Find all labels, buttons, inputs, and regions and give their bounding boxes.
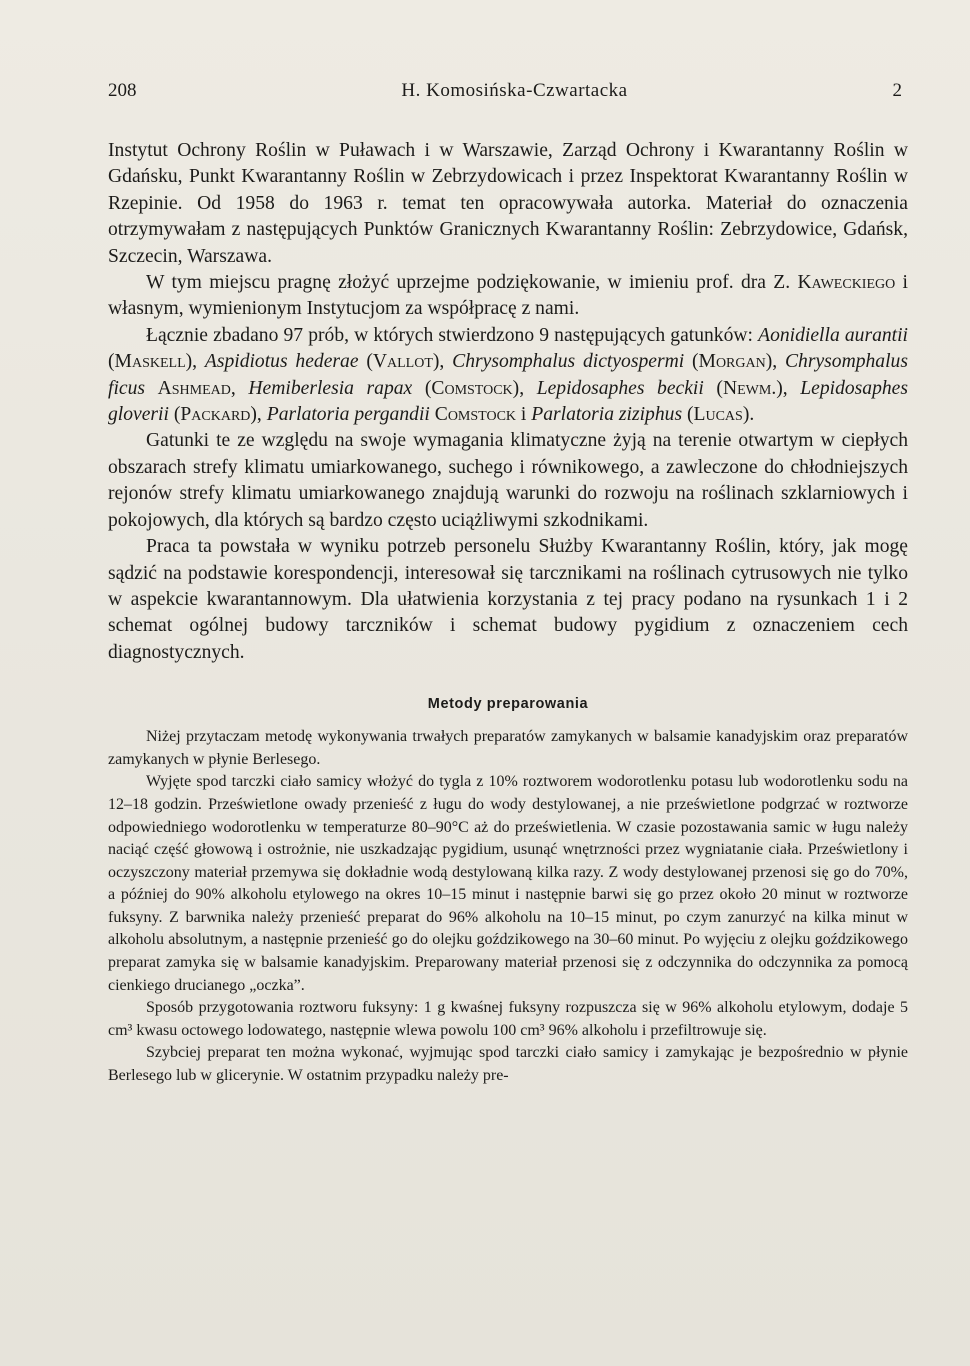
paragraph-purpose: Praca ta powstała w wyniku potrzeb personelu Służby Kwarantanny Roślin, który, jak mogę sądzić na podstawie korespondencji, interesował się tarcznikami na roślinach cytrusowych nie tylko w aspekcie kwarantannowym. Dla ułatwienia korzystania z tej pracy podano na rysunkach 1 i 2 schemat ogólnej budowy tarczników i schemat budowy pygidium z oznaczeniem cech diagnostycznych. — [108, 536, 908, 663]
paragraph-institutions: Instytut Ochrony Roślin w Puławach i w Warszawie, Zarząd Ochrony i Kwarantanny Roślin w Gdańsku, Punkt Kwarantanny Roślin w Zebrzydowicach i przez Inspektorat Kwarantanny Roślin w Rzepinie. Od 1958 do 1963 r. temat ten opracowywała autorka. Materiał do oznaczenia otrzymywałam z następujących Punktów Granicznych Kwarantanny Roślin: Zebrzydowice, Gdańsk, Szczecin, Warszawa. — [108, 140, 908, 267]
species-author: Lucas — [693, 404, 743, 426]
page-header — [108, 80, 908, 110]
species-name: Lepidosaphes beckii — [536, 377, 704, 399]
person-name: Kaweckiego — [797, 272, 896, 294]
section-number: 2 — [892, 80, 902, 101]
species-author: Newm. — [722, 377, 777, 399]
main-text — [108, 138, 908, 666]
species-author: Packard — [180, 404, 251, 426]
page-number: 208 — [108, 80, 137, 101]
methods-text — [108, 726, 908, 1088]
species-name: Parlatoria ziziphus — [531, 404, 683, 426]
paragraph-climate: Gatunki te ze względu na swoje wymagania klimatyczne żyją na terenie otwartym w ciepłych obszarach strefy klimatu umiarkowanego, suchego i równikowego, a zawleczone do chłodniejszych rejonów strefy klimatu umiarkowanego znajdują warunki do rozwoju na roślinach szklarniowych i pokojowych, dla których są bardzo często uciążliwymi szkodnikami. — [108, 430, 908, 531]
species-author: Comstock — [431, 377, 513, 399]
species-name: Parlatoria pergandii — [266, 404, 430, 426]
methods-paragraph-fuchsin: Sposób przygotowania roztworu fuksyny: 1 g kwaśnej fuksyny rozpuszcza się w 96% alkoholu etylowym, dodaje 5 cm³ kwasu octowego lodowatego, następnie wlewa powolu 100 cm³ 96% alkoholu i przefiltrowuje się. — [108, 999, 908, 1039]
methods-paragraph-procedure: Wyjęte spod tarczki ciało samicy włożyć do tygla z 10% roztworem wodorotlenku potasu lub wodorotlenku sodu na 12–18 godzin. Prześwietlone owady przenieść z ługu do wody destylowanej, a nie prześwietlone podgrzać w roztworze odpowiedniego wodorotlenku w temperaturze 80–90°C aż do prześwietlenia. W czasie pozostawania samic w ługu należy naciąć część głowową i ostrożnie, nie uszkadzając pygidium, usunąć wnętrzności przez wygniatanie ciała. Prześwietlony i oczyszczony materiał przemywa się dokładnie wodą destylowaną kilka razy. Z wody destylowanej przenosi się go do 70%, a później do 90% alkoholu etylowego na okres 10–15 minut i następnie barwi się go przez około 20 minut w roztworze fuksyny. Z barwnika należy przenieść preparat do 96% alkoholu na 10–15 minut, po czym zanurzyć na kilka minut w alkoholu absolutnym, a następnie przenieść go do olejku goździkowego na 30–60 minut. Po wyjęciu z olejku goździkowego preparat zamyka się w balsamie kanadyjskim. Preparowany materiał przenosi się z odczynnika do odczynnika za pomocą cienkiego drucianego „oczka”. — [108, 773, 908, 994]
methods-paragraph-berlese: Szybciej preparat ten można wykonać, wyjmując spod tarczki ciało samicy i zamykając je bezpośrednio w płynie Berlesego lub w glicerynie. W ostatnim przypadku należy pre- — [108, 1044, 908, 1085]
species-name: Chrysomphalus dictyospermi — [452, 351, 685, 373]
species-name: Lepidosaphes gloverii — [108, 377, 908, 426]
paragraph-acknowledgement: W tym miejscu pragnę złożyć uprzejme podziękowanie, w imieniu prof. dra Z. Kaweckiego i własnym, wymienionym Instytucjom za współpracę z nami. — [108, 272, 908, 320]
species-author: Ashmead — [157, 377, 231, 399]
species-author: Morgan — [698, 351, 766, 373]
species-name: Chrysomphalus ficus — [108, 351, 908, 399]
paragraph-species-list: Łącznie zbadano 97 prób, w których stwierdzono 9 następujących gatunków: Aonidiella aurantii (Maskell), Aspidiotus hederae (Vallot), Chrysomphalus dictyospermi (Morgan), Chrysomphalus ficus Ashmead, Hemiberlesia rapax (Comstock), Lepidosaphes beckii (Newm.), Lepidosaphes gloverii (Packard), Parlatoria pergandii Comstock i Parlatoria ziziphus (Lucas). — [108, 324, 908, 426]
methods-paragraph-intro: Niżej przytaczam metodę wykonywania trwałych preparatów zamykanych w balsamie kanadyjskim oraz preparatów zamykanych w płynie Berlesego. — [108, 728, 908, 768]
species-name: Aspidiotus hederae — [204, 351, 359, 373]
species-name: Aonidiella aurantii — [758, 324, 908, 346]
species-author: Maskell — [114, 351, 186, 373]
running-head-author: H. Komosińska-Czwartacka — [401, 80, 628, 101]
section-heading: Metody preparowania — [427, 696, 589, 713]
species-name: Hemiberlesia rapax — [248, 377, 413, 399]
species-author: Comstock — [434, 404, 517, 426]
species-author: Vallot — [372, 351, 433, 373]
